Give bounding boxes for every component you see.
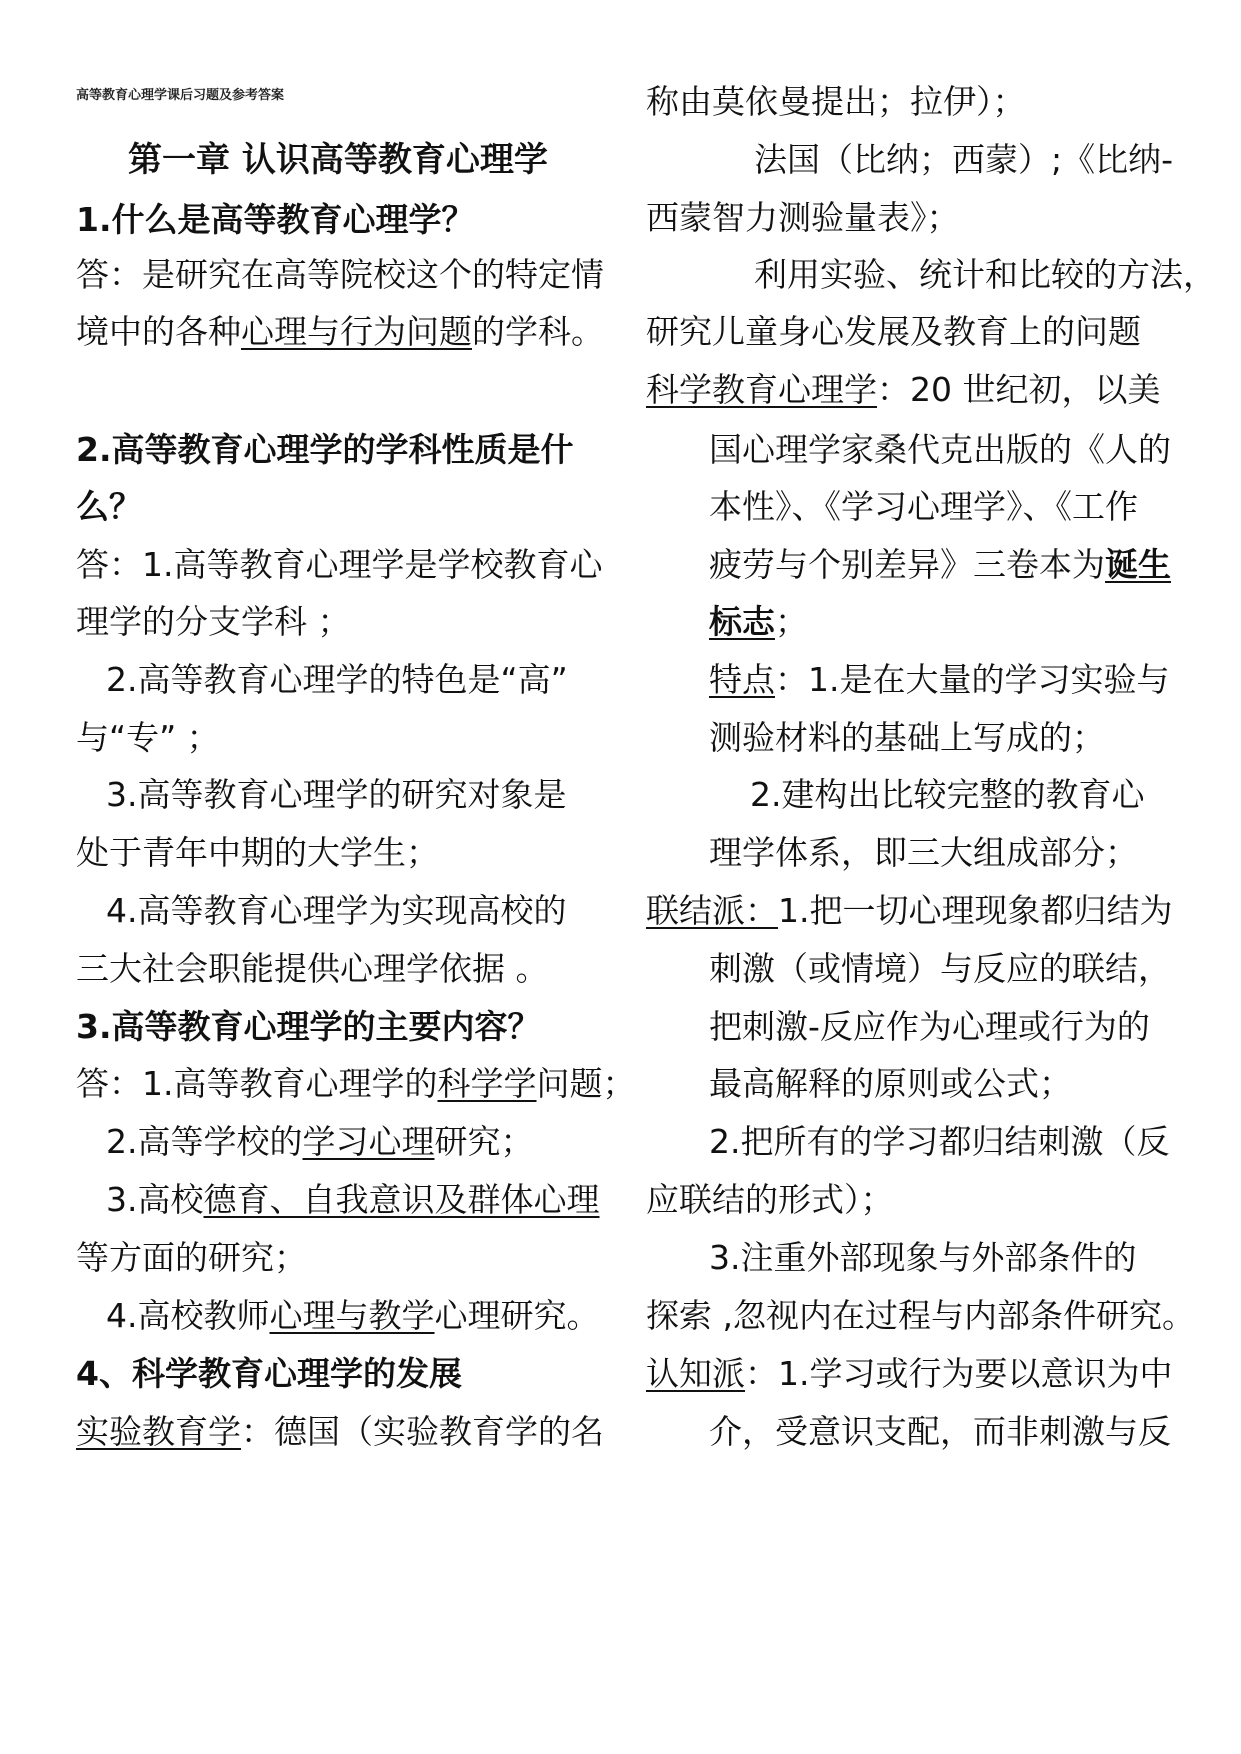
- underlined-term: 德育、自我意识及群体心理: [203, 1180, 600, 1219]
- answer-2-line: 2.高等教育心理学的特色是“高”: [106, 660, 568, 699]
- question-3: 3.高等教育心理学的主要内容？: [76, 1007, 541, 1046]
- underlined-term: 心理与教学: [269, 1296, 435, 1335]
- answer-3-line: 等方面的研究；: [76, 1238, 307, 1277]
- body-line: 刺激（或情境）与反应的联结，: [709, 949, 1171, 988]
- text: 心理研究。: [434, 1296, 600, 1335]
- underlined-term: 科学学: [437, 1064, 537, 1103]
- answer-4-line: [76, 1400, 604, 1464]
- body-line: [709, 648, 1170, 712]
- question-4: 4、科学教育心理学的发展: [76, 1354, 462, 1393]
- underlined-term: 特点: [709, 660, 775, 699]
- text: 答：1.高等教育心理学的: [76, 1064, 438, 1103]
- text: 研究；: [434, 1122, 534, 1161]
- body-line: 称由莫依曼提出；拉伊）；: [646, 82, 1026, 121]
- answer-1-line: 答：是研究在高等院校这个的特定情: [76, 255, 604, 294]
- underlined-term: 认知派: [646, 1354, 745, 1393]
- question-2: 2.高等教育心理学的学科性质是什: [76, 430, 574, 469]
- answer-3-line: [106, 1284, 600, 1348]
- body-line: [709, 590, 808, 654]
- body-line: 利用实验、统计和比较的方法，: [754, 255, 1216, 294]
- text: ：20 世纪初，以美: [877, 370, 1161, 409]
- text: ：德国（实验教育学的名: [241, 1412, 604, 1451]
- underlined-term: 联结派：: [646, 891, 778, 930]
- body-line: 把刺激-反应作为心理或行为的: [709, 1007, 1150, 1046]
- document-header: 高等教育心理学课后习题及参考答案: [76, 88, 285, 103]
- answer-2-line: 三大社会职能提供心理学依据 。: [76, 949, 549, 988]
- body-line: 探索 ,忽视内在过程与内部条件研究。: [646, 1296, 1195, 1335]
- text: 4.高校教师: [106, 1296, 270, 1335]
- body-line: [709, 533, 1171, 597]
- body-line: 测验材料的基础上写成的；: [709, 718, 1105, 757]
- body-line: 本性》、《学习心理学》、《工作: [709, 487, 1138, 526]
- text: 的学科。: [472, 312, 604, 351]
- text: 2.高等学校的: [106, 1122, 303, 1161]
- body-line: 应联结的形式）；: [646, 1180, 894, 1219]
- text: ：1.是在大量的学习实验与: [775, 660, 1170, 699]
- body-line: 理学体系，即三大组成部分；: [709, 833, 1138, 872]
- answer-1-line: [76, 300, 604, 364]
- question-1: 1.什么是高等教育心理学？: [76, 200, 475, 239]
- text: ：1.学习或行为要以意识为中: [745, 1354, 1173, 1393]
- underlined-term: 心理与行为问题: [241, 312, 472, 351]
- body-line: [646, 1342, 1173, 1406]
- answer-3-line: [106, 1168, 600, 1232]
- chapter-title: 第一章 认识高等教育心理学: [128, 140, 548, 180]
- answer-2-line: 3.高等教育心理学的研究对象是: [106, 775, 567, 814]
- answer-3-line: [106, 1110, 534, 1174]
- body-line: 研究儿童身心发展及教育上的问题: [646, 312, 1141, 351]
- text: ；: [775, 602, 808, 641]
- answer-2-line: 4.高等教育心理学为实现高校的: [106, 891, 567, 930]
- answer-2-line: 处于青年中期的大学生；: [76, 833, 439, 872]
- body-line: 介，受意识支配，而非刺激与反: [709, 1412, 1171, 1451]
- body-line: 国心理学家桑代克出版的《人的: [709, 430, 1171, 469]
- body-line: 法国（比纳；西蒙）;《比纳-: [754, 140, 1174, 179]
- body-line: 3.注重外部现象与外部条件的: [709, 1238, 1137, 1277]
- body-line: 最高解释的原则或公式；: [709, 1064, 1072, 1103]
- text: 疲劳与个别差异》三卷本为: [709, 545, 1105, 584]
- answer-2-line: 与“专” ；: [76, 718, 220, 757]
- question-2-cont: 么？: [76, 487, 142, 526]
- bold-underlined-term: 诞生: [1105, 545, 1171, 584]
- bold-underlined-term: 标志: [709, 602, 775, 641]
- body-line: [646, 358, 1160, 422]
- answer-2-line: 答：1.高等教育心理学是学校教育心: [76, 545, 603, 584]
- body-line: 2.把所有的学习都归结刺激（反: [709, 1122, 1170, 1161]
- text: 问题；: [536, 1064, 636, 1103]
- underlined-term: 学习心理: [302, 1122, 435, 1161]
- body-line: [646, 879, 1173, 943]
- body-line: 2.建构出比较完整的教育心: [750, 775, 1145, 814]
- text: 境中的各种: [76, 312, 241, 351]
- text: 3.高校: [106, 1180, 204, 1219]
- answer-3-line: [76, 1052, 636, 1116]
- text: 1.把一切心理现象都归结为: [778, 891, 1173, 930]
- body-line: 西蒙智力测验量表》；: [646, 198, 960, 237]
- underlined-term: 实验教育学: [76, 1412, 241, 1451]
- underlined-term: 科学教育心理学: [646, 370, 877, 409]
- answer-2-line: 理学的分支学科 ；: [76, 602, 351, 641]
